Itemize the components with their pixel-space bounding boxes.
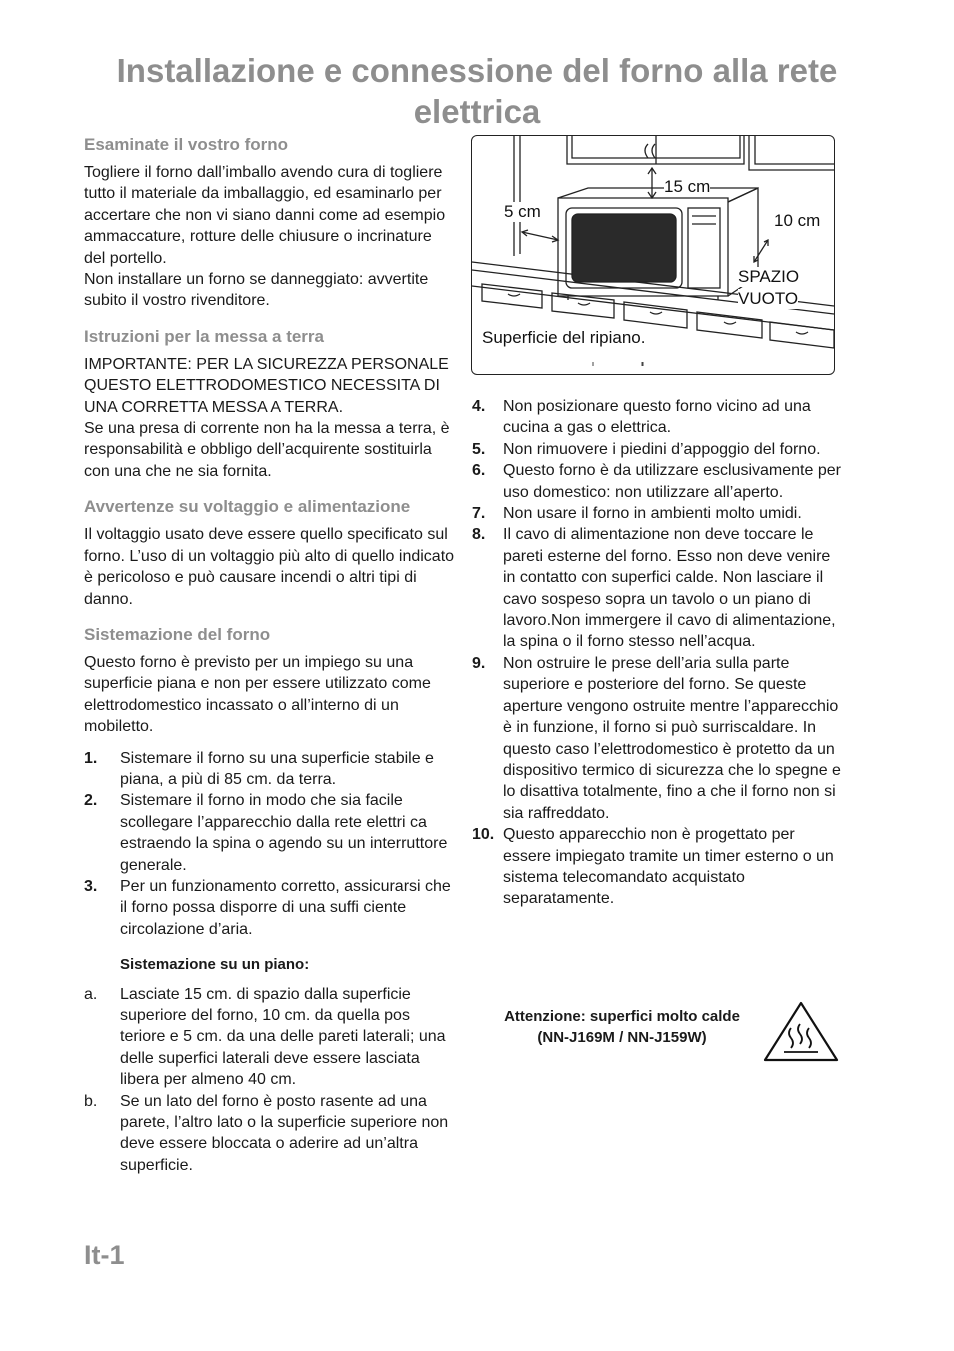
hot-surface-warning-icon	[762, 1000, 840, 1064]
list-item: 4. Non posizionare questo forno vicino ad una cucina a gas o elettrica.	[472, 398, 811, 437]
space-label-line1: SPAZIO	[738, 267, 800, 286]
list-item: 10. Questo apparecchio non è progettato per essere impiegato tramite un timer esterno o un sistema telecomandato acquistato separatamente.	[472, 826, 834, 908]
paragraph: IMPORTANTE: PER LA SICUREZZA PERSONALE QUESTO ELETTRODOMESTICO NECESSITA DI UNA CORRETTA MESSA A TERRA.	[84, 355, 449, 416]
placement-list	[84, 748, 456, 941]
list-item: 5. Non rimuovere i piedini d’appoggio del forno.	[472, 440, 821, 458]
section-heading-grounding: Istruzioni per la messa a terra	[84, 326, 324, 346]
left-column	[84, 134, 456, 1184]
warning-line-1: Attenzione: superfici molto calde	[504, 1008, 740, 1025]
surface-label: Superficie del ripiano.	[482, 328, 646, 347]
hot-surface-warning	[472, 1006, 844, 1066]
list-item: 3. Per un funzionamento corretto, assicurarsi che il forno possa disporre di una suffi ciente circolazione d’aria.	[84, 877, 451, 938]
section-heading-examine: Esaminate il vostro forno	[84, 135, 289, 154]
paragraph: Il voltaggio usato deve essere quello specificato sul forno. L’uso di un voltaggio più alto di quello indicato è pericoloso e può causare incendi o altri tipi di danno.	[84, 526, 455, 608]
precautions-list	[472, 396, 844, 910]
dim-label-top: 15 cm	[664, 177, 711, 196]
dim-label-side: 5 cm	[504, 202, 541, 221]
paragraph: Non installare un forno se danneggiato: avvertite subito il vostro rivenditore.	[84, 271, 429, 310]
list-item: 1. Sistemare il forno su una superficie stabile e piana, a più di 85 cm. da terra.	[84, 749, 434, 788]
section-heading-placement: Sistemazione del forno	[84, 624, 271, 644]
right-column	[472, 396, 844, 918]
paragraph: Questo forno è previsto per un impiego su una superficie piana e non per essere utilizzato come elettrodomestico incassato o all’interno di un mobiletto.	[84, 653, 431, 736]
list-item: b. Se un lato del forno è posto rasente ad una parete, l’altro lato o la superficie superiore non deve essere bloccata o aderire ad un’altra superficie.	[84, 1092, 449, 1174]
warning-text	[472, 1006, 772, 1048]
counter-list	[84, 984, 456, 1177]
list-item: a. Lasciate 15 cm. di spazio dalla superficie superiore del forno, 10 cm. da quella pos teriore e 5 cm. da una delle pareti laterali; una delle superfici laterali deve essere lasciata libera per almeno 40 cm.	[84, 985, 446, 1089]
list-item: 7. Non usare il forno in ambienti molto umidi.	[472, 505, 802, 523]
list-item: 2. Sistemare il forno in modo che sia facile scollegare l’apparecchio dalla rete elettri ca estraendo la spina o agendo su un interruttore generale.	[84, 792, 448, 874]
page-title: Installazione e connessione del forno alla rete elettrica	[116, 52, 838, 130]
warning-line-2: (NN-J169M / NN-J159W)	[537, 1029, 707, 1046]
section-heading-voltage: Avvertenze su voltaggio e alimentazione	[84, 497, 411, 517]
list-item: 8. Il cavo di alimentazione non deve toccare le pareti esterne del forno. Esso non deve venire in contatto con superfici calde. Non lasciare il cavo sospeso sopra un tavolo o un piano di lavoro.Non immergere il cavo di alimentazione, la spina o il forno stesso nell’acqua.	[472, 526, 836, 651]
list-item: 6. Questo forno è da utilizzare esclusivamente per uso domestico: non utilizzare all’aperto.	[472, 462, 841, 501]
paragraph: Se una presa di corrente non ha la messa a terra, è responsabilità e obbligo dell’acquirente sostituirla con una che ne sia fornita.	[84, 420, 450, 480]
page-number: It-1	[84, 1240, 125, 1270]
space-label-line2: VUOTO	[738, 289, 799, 308]
list-item: 9. Non ostruire le prese dell’aria sulla parte superiore e posteriore del forno. Se queste aperture vengono ostruite mentre l’apparecchio è in funzione, il forno si può surriscaldare. In questo caso l’elettrodomestico è protetto da un dispositivo termico di sicurezza che lo spegne e lo disattiva totalmente, fino a che il forno non si sia raffreddato.	[472, 654, 841, 822]
installation-diagram	[471, 135, 835, 375]
subheading-counter: Sistemazione su un piano:	[120, 956, 310, 974]
paragraph: Togliere il forno dall’imballo avendo cura di togliere tutto il materiale da imballaggio, ed esaminarlo per accertare che non vi siano danni come ad esempio ammaccature, rotture delle chiusure o incrinature del portello.	[84, 164, 446, 267]
dim-label-back: 10 cm	[774, 211, 821, 230]
